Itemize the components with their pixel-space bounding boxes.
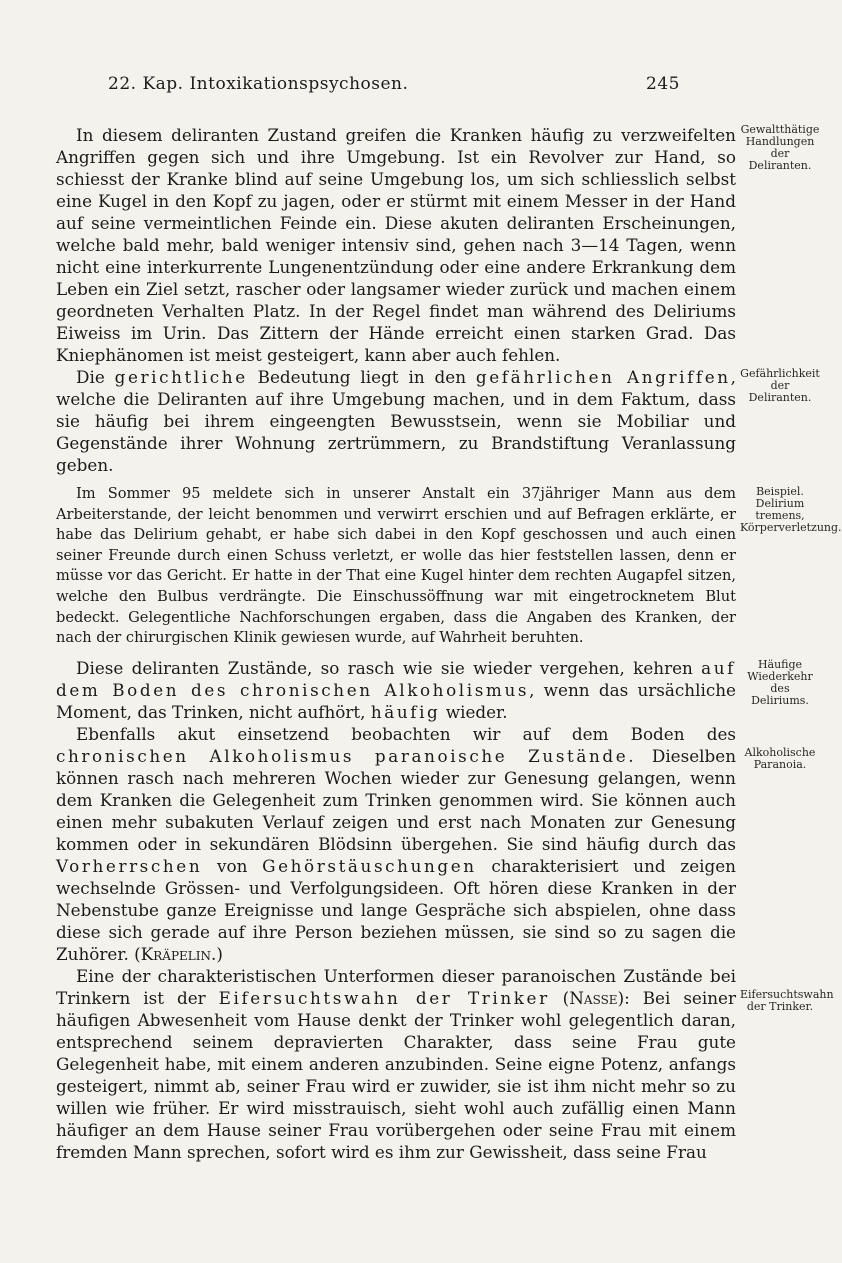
- paragraph-block-2: [56, 366, 820, 476]
- margin-note: Eifersuchtswahn der Trinker.: [740, 987, 834, 1013]
- text-run: Bedeutung liegt in den: [247, 367, 476, 387]
- spaced-emphasis: Vorherrschen: [56, 855, 203, 876]
- text-run: Ebenfalls akut einsetzend beobachten wir auf dem Boden des: [76, 723, 736, 744]
- paragraph: [56, 657, 736, 723]
- chapter-title: 22. Kap. Intoxikationspsychosen.: [108, 74, 409, 94]
- spaced-emphasis: Eifersuchtswahn der Trinker: [218, 987, 550, 1008]
- spaced-emphasis: häufig: [370, 701, 441, 722]
- author-name: Kräpelin: [140, 943, 212, 964]
- paragraph: [56, 366, 736, 476]
- text-run: Die: [76, 367, 115, 387]
- text-run: (: [549, 987, 570, 1008]
- margin-note: Beispiel. Delirium tremens, Körperverletzung.: [740, 485, 842, 534]
- spacer: [56, 649, 736, 657]
- page-number: 245: [646, 74, 680, 94]
- paragraph-block-5: [56, 723, 816, 965]
- paragraph-block-1: [56, 123, 820, 366]
- example-block: [56, 484, 842, 649]
- margin-note: Alkoholische Paranoia.: [744, 745, 816, 771]
- page-body: [56, 123, 842, 1163]
- paragraph: In diesem deliranten Zustand greifen die Kranken häufig zu verzweifelten Angriffen gegen sich und ihre Umgebung. Ist ein Revolver zur Hand, so schiesst der Kranke blind auf seine Umgebung los, um sich schliesslich selbst eine Kugel in den Kopf zu jagen, oder er stürmt mit einem Messer in der Hand auf seine vermeintlichen Feinde ein. Diese akuten deliranten Erscheinungen, welche bald mehr, bald weniger intensiv sind, gehen nach 3—14 Tagen, wenn nicht eine interkurrente Lungenentzündung oder eine andere Erkrankung dem Leben ein Ziel setzt, rascher oder langsamer wieder zurück und machen einem geordneten Verhalten Platz. In der Regel findet man während des Deliriums Eiweiss im Urin. Das Zittern der Hände erreicht einen starken Grad. Das Kniephänomen ist meist gesteigert, kann aber auch fehlen.: [56, 125, 736, 365]
- margin-note: Gefährlichkeit der Deliranten.: [740, 367, 820, 404]
- running-header: [108, 74, 680, 100]
- paragraph-block-4: [56, 657, 813, 723]
- text-run: .): [211, 943, 223, 964]
- spaced-emphasis: chronischen Alkoholismus paranoische Zustände: [56, 745, 629, 766]
- text-run: Diese deliranten Zustände, so rasch wie sie wieder vergehen, kehren: [76, 657, 702, 678]
- text-run: wieder.: [440, 701, 508, 722]
- paragraph: [56, 723, 736, 965]
- margin-note: Gewaltthätige Handlungen der Deliranten.: [740, 123, 820, 172]
- paragraph-block-6: [56, 965, 834, 1163]
- text-run: Eine der charakteristischen Unterformen dieser paranoischen Zustände bei Trinkern ist der: [56, 965, 736, 1008]
- margin-note: Häufige Wiederkehr des Deliriums.: [747, 657, 813, 707]
- author-name: Nasse: [569, 987, 618, 1008]
- spaced-emphasis: gefährlichen Angriffen: [475, 367, 731, 387]
- spaced-emphasis: Gehörstäuschungen: [262, 855, 477, 876]
- text-run: charakterisiert und zeigen wechselnde Grössen- und Verfolgungsideen. Oft hören diese Kranken in der Nebenstube ganze Ereignisse und lange Gespräche sich abspielen, ohne dass diese sich gerade auf ihre Person beziehen müssen, sie sind so zu sagen die Zuhörer. (: [56, 855, 736, 964]
- text-run: , wenn das ursächliche Moment, das Trinken, nicht aufhört,: [56, 679, 736, 722]
- text-run: von: [202, 855, 263, 876]
- spaced-emphasis: auf dem Boden des chronischen Alkoholismus: [56, 657, 736, 700]
- paragraph: [56, 965, 736, 1163]
- text-run: ): Bei seiner häufigen Abwesenheit vom Hause denkt der Trinker wohl gelegentlich daran, entsprechend seinem depravierten Charakter, dass seine Frau gute Gelegenheit habe, mit einem anderen anzubinden. Seine eigne Potenz, anfangs gesteigert, nimmt ab, seiner Frau wird er zuwider, sie ist ihm nicht mehr so zu willen wie früher. Er wird misstrauisch, sieht wohl auch zufällig einen Mann häufiger an dem Hause seiner Frau vorübergehen oder seine Frau mit einem fremden Mann sprechen, sofort wird es ihm zur Gewissheit, dass seine Frau: [56, 987, 736, 1162]
- text-run: . Dieselben können rasch nach mehreren Wochen wieder zur Genesung gelangen, wenn dem Kranken die Gelegenheit zum Trinken genommen wird. Sie können auch einen mehr subakuten Verlauf zeigen und erst nach Monaten zur Genesung kommen oder in sekundären Blödsinn übergehen. Sie sind häufig durch das: [56, 745, 737, 854]
- example-paragraph: Im Sommer 95 meldete sich in unserer Anstalt ein 37jähriger Mann aus dem Arbeiterstande, der leicht benommen und verwirrt erschien und auf Befragen erklärte, er habe das Delirium gehabt, er habe sich dabei in den Kopf geschossen und auch einen seiner Freunde durch einen Schuss verletzt, er wolle das hier feststellen lassen, denn er müsse vor das Gericht. Er hatte in der That eine Kugel hinter dem rechten Augapfel sitzen, welche den Bulbus verdrängte. Die Einschussöffnung war mit eingetrocknetem Blut bedeckt. Gelegentliche Nachforschungen ergaben, dass die Angaben des Kranken, der nach der chirurgischen Klinik gewiesen wurde, auf Wahrheit beruhten.: [56, 485, 736, 647]
- spacer: [56, 476, 736, 484]
- spaced-emphasis: gerichtliche: [114, 367, 248, 387]
- text-run: , welche die Deliranten auf ihre Umgebung machen, und in dem Faktum, dass sie häufig bei ihrem eingeengten Bewusstsein, wenn sie Mobiliar und Gegenstände ihrer Wohnung zertrümmern, zu Brandstiftung Veranlassung geben.: [56, 367, 736, 475]
